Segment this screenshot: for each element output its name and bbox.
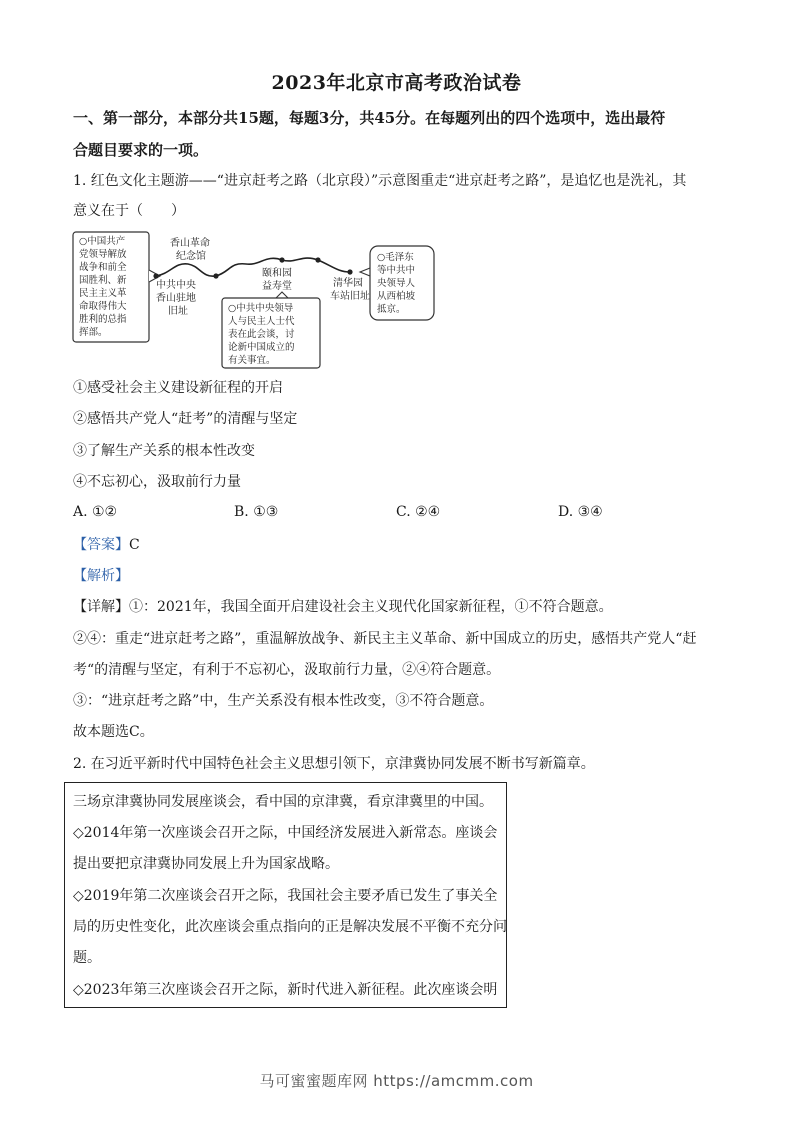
detail-line-2b: 考“的清醒与坚定，有利于不忘初心，汲取前行力量，②④符合题意。 — [73, 662, 501, 678]
q1-option-1: ①感受社会主义建设新征程的开启 — [73, 380, 283, 396]
label-xiangshan-site: 中共中央 香山驻地 旧址 — [156, 280, 196, 317]
choice-a: A. ①② — [73, 504, 118, 520]
label-qinghua: 清华园 车站旧址 — [330, 278, 370, 302]
detail-line-3: ③：“进京赶考之路”中，生产关系没有根本性改变，③不符合题意。 — [73, 693, 494, 709]
q2-box-line-7: ◇2023年第三次座谈会召开之际，新时代进入新征程。此次座谈会明 — [73, 982, 498, 998]
section-heading-line1: 一、第一部分，本部分共15题，每题3分，共45分。在每题列出的四个选项中，选出最符 — [73, 109, 666, 127]
map-box-right-text: ○毛泽东 等中共中 央领导人 从西柏坡 抵京。 — [377, 252, 416, 315]
analysis-tag: 【解析】 — [73, 568, 129, 584]
q1-stem-line2: 意义在于（ ） — [73, 203, 185, 219]
q1-option-2: ②感悟共产党人“赶考”的清醒与坚定 — [73, 411, 298, 427]
answer-tag: 【答案】 — [73, 537, 129, 553]
footer-watermark: 马可蜜蜜题库网 https://amcmm.com — [259, 1072, 534, 1090]
q2-box-line-1: 三场京津冀协同发展座谈会，看中国的京津冀，看京津冀里的中国。 — [73, 794, 493, 810]
map-box-middle-text: ○中共中央领导 人与民主人士代 表在此会谈，讨 论新中国成立的 有关事宜。 — [228, 303, 295, 366]
route-point — [279, 257, 284, 262]
detail-line-2a: ②④：重走“进京赶考之路”，重温解放战争、新民主主义革命、新中国成立的历史，感悟共产党人“赶 — [73, 631, 697, 647]
q2-material-box — [64, 782, 507, 1008]
route-point — [347, 269, 352, 274]
conclusion-line: 故本题选C。 — [73, 724, 154, 740]
q2-box-line-5: 局的历史性变化，此次座谈会重点指向的正是解决发展不平衡不充分问 — [73, 919, 507, 935]
q1-option-4: ④不忘初心，汲取前行力量 — [73, 474, 241, 490]
route-map — [70, 226, 440, 372]
q2-box-line-3: 提出要把京津冀协同发展上升为国家战略。 — [73, 856, 339, 872]
label-xiangshan-memorial: 香山革命 纪念馆 — [170, 238, 210, 262]
q2-stem: 2. 在习近平新时代中国特色社会主义思想引领下，京津冀协同发展不断书写新篇章。 — [73, 756, 595, 772]
route-point — [315, 257, 320, 262]
q1-option-3: ③了解生产关系的根本性改变 — [73, 443, 255, 459]
choice-c: C. ②④ — [396, 504, 441, 520]
route-point — [213, 273, 218, 278]
answer-line — [73, 535, 140, 555]
detail-line-1: 【详解】①：2021年，我国全面开启建设社会主义现代化国家新征程，①不符合题意。 — [73, 599, 613, 615]
label-yiheyuan: 颐和园 益寿堂 — [262, 268, 292, 292]
map-box-left-text: ○中国共产 党领导解放 战争和前全 国胜利、新 民主主义革 命取得伟大 胜利的总指 挥部。 — [79, 236, 127, 338]
route-point — [153, 273, 158, 278]
answer-value: C — [129, 537, 140, 553]
choice-d: D. ③④ — [558, 504, 603, 520]
q2-box-line-4: ◇2019年第二次座谈会召开之际，我国社会主要矛盾已发生了事关全 — [73, 888, 498, 904]
page-title: 2023年北京市高考政治试卷 — [271, 72, 522, 94]
choice-b: B. ①③ — [234, 504, 279, 520]
q1-stem-line1: 1. 红色文化主题游——“进京赶考之路（北京段）”示意图重走“进京赶考之路”，是追忆也是洗礼，其 — [73, 173, 687, 189]
q2-box-line-2: ◇2014年第一次座谈会召开之际，中国经济发展进入新常态。座谈会 — [73, 825, 498, 841]
q2-box-line-6: 题。 — [73, 950, 101, 966]
section-heading-line2: 合题目要求的一项。 — [73, 141, 209, 159]
